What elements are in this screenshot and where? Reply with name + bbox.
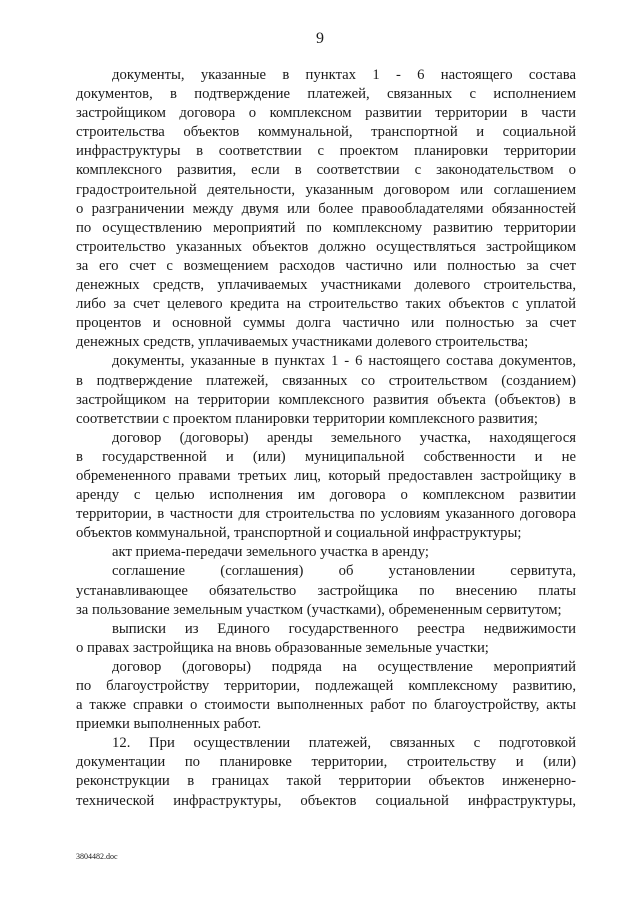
text-line: технической инфраструктуры, объектов социальной инфраструктуры, [76,792,576,809]
text-line: договор (договоры) подряда на осуществление мероприятий [112,658,576,675]
text-line: реконструкции в границах такой территории объектов инженерно- [76,773,576,790]
text-line: по осуществлению мероприятий по комплексному развитию территории [76,219,576,236]
paragraph [76,429,576,544]
paragraph [76,658,576,734]
text-line: комплексного развития, если в соответствии с законодательством о [76,162,576,179]
document-body [76,66,576,811]
text-line: а также справки о стоимости выполненных работ по благоустройству, акты [76,697,576,714]
text-line: за его счет с возмещением расходов частично или полностью за счет [76,257,576,274]
text-line: соглашение (соглашения) об установлении сервитута, [112,563,576,580]
text-line: аренду с целью исполнения им договора о комплексном развитии [76,487,576,504]
text-line: договор (договоры) аренды земельного участка, находящегося [112,429,576,446]
paragraph [76,352,576,428]
text-line: в государственной и (или) муниципальной собственности и не [76,448,576,465]
text-line: документов, в подтверждение платежей, связанных с исполнением [76,86,576,103]
text-line: о правах застройщика на вновь образованные земельные участки; [76,639,489,656]
text-line: застройщиком договора о комплексном развитии территории в части [76,105,576,122]
text-line: строительство указанных объектов должно осуществляться застройщиком [76,238,576,255]
text-line: обремененного правами третьих лиц, который предоставлен застройщику в [76,467,576,484]
text-line: соответствии с проектом планировки территории комплексного развития; [76,410,539,427]
paragraph [76,620,576,658]
text-line: строительства объектов коммунальной, транспортной и социальной [76,124,576,141]
text-line: денежных средств, уплачиваемых участниками долевого строительства; [76,334,529,351]
text-line: инфраструктуры в соответствии с проектом планировки территории [76,143,576,160]
paragraph [76,734,576,810]
text-line: в подтверждение платежей, связанных со строительством (созданием) [76,372,576,389]
text-line: за пользование земельным участком (участками), обремененным сервитутом; [76,601,562,618]
text-line: выписки из Единого государственного реестра недвижимости [112,620,576,637]
paragraph [76,543,576,562]
text-line: устанавливающее обязательство застройщика по внесению платы [76,582,576,599]
text-line: градостроительной деятельности, указанным договором или соглашением [76,181,576,198]
text-line: 12. При осуществлении платежей, связанных с подготовкой [112,735,576,752]
text-line: документации по планировке территории, строительству и (или) [76,754,576,771]
text-line: территории, в частности для строительства по условиям указанного договора [76,506,576,523]
paragraph [76,562,576,619]
footer-filename: 3804482.doc [76,852,118,861]
text-line: застройщиком на территории комплексного развития объекта (объектов) в [76,391,576,408]
text-line: документы, указанные в пунктах 1 - 6 настоящего состава документов, [112,353,576,370]
text-line: акт приема-передачи земельного участка в аренду; [112,544,429,561]
text-line: документы, указанные в пунктах 1 - 6 настоящего состава [112,67,576,83]
text-line: объектов коммунальной, транспортной и социальной инфраструктуры; [76,525,522,542]
text-line: процентов и основной суммы долга частично или полностью за счет [76,315,576,332]
text-line: по благоустройству территории, подлежащей комплексному развитию, [76,678,576,694]
text-line: о разграничении между двумя или более правообладателями обязанностей [76,200,576,217]
text-line: либо за счет целевого кредита на строительство таких объектов с уплатой [76,296,576,313]
text-line: денежных средств, уплачиваемых участниками долевого строительства, [76,277,576,294]
text-line: приемки выполненных работ. [76,716,262,733]
paragraph [76,66,576,352]
page-number: 9 [316,30,324,47]
